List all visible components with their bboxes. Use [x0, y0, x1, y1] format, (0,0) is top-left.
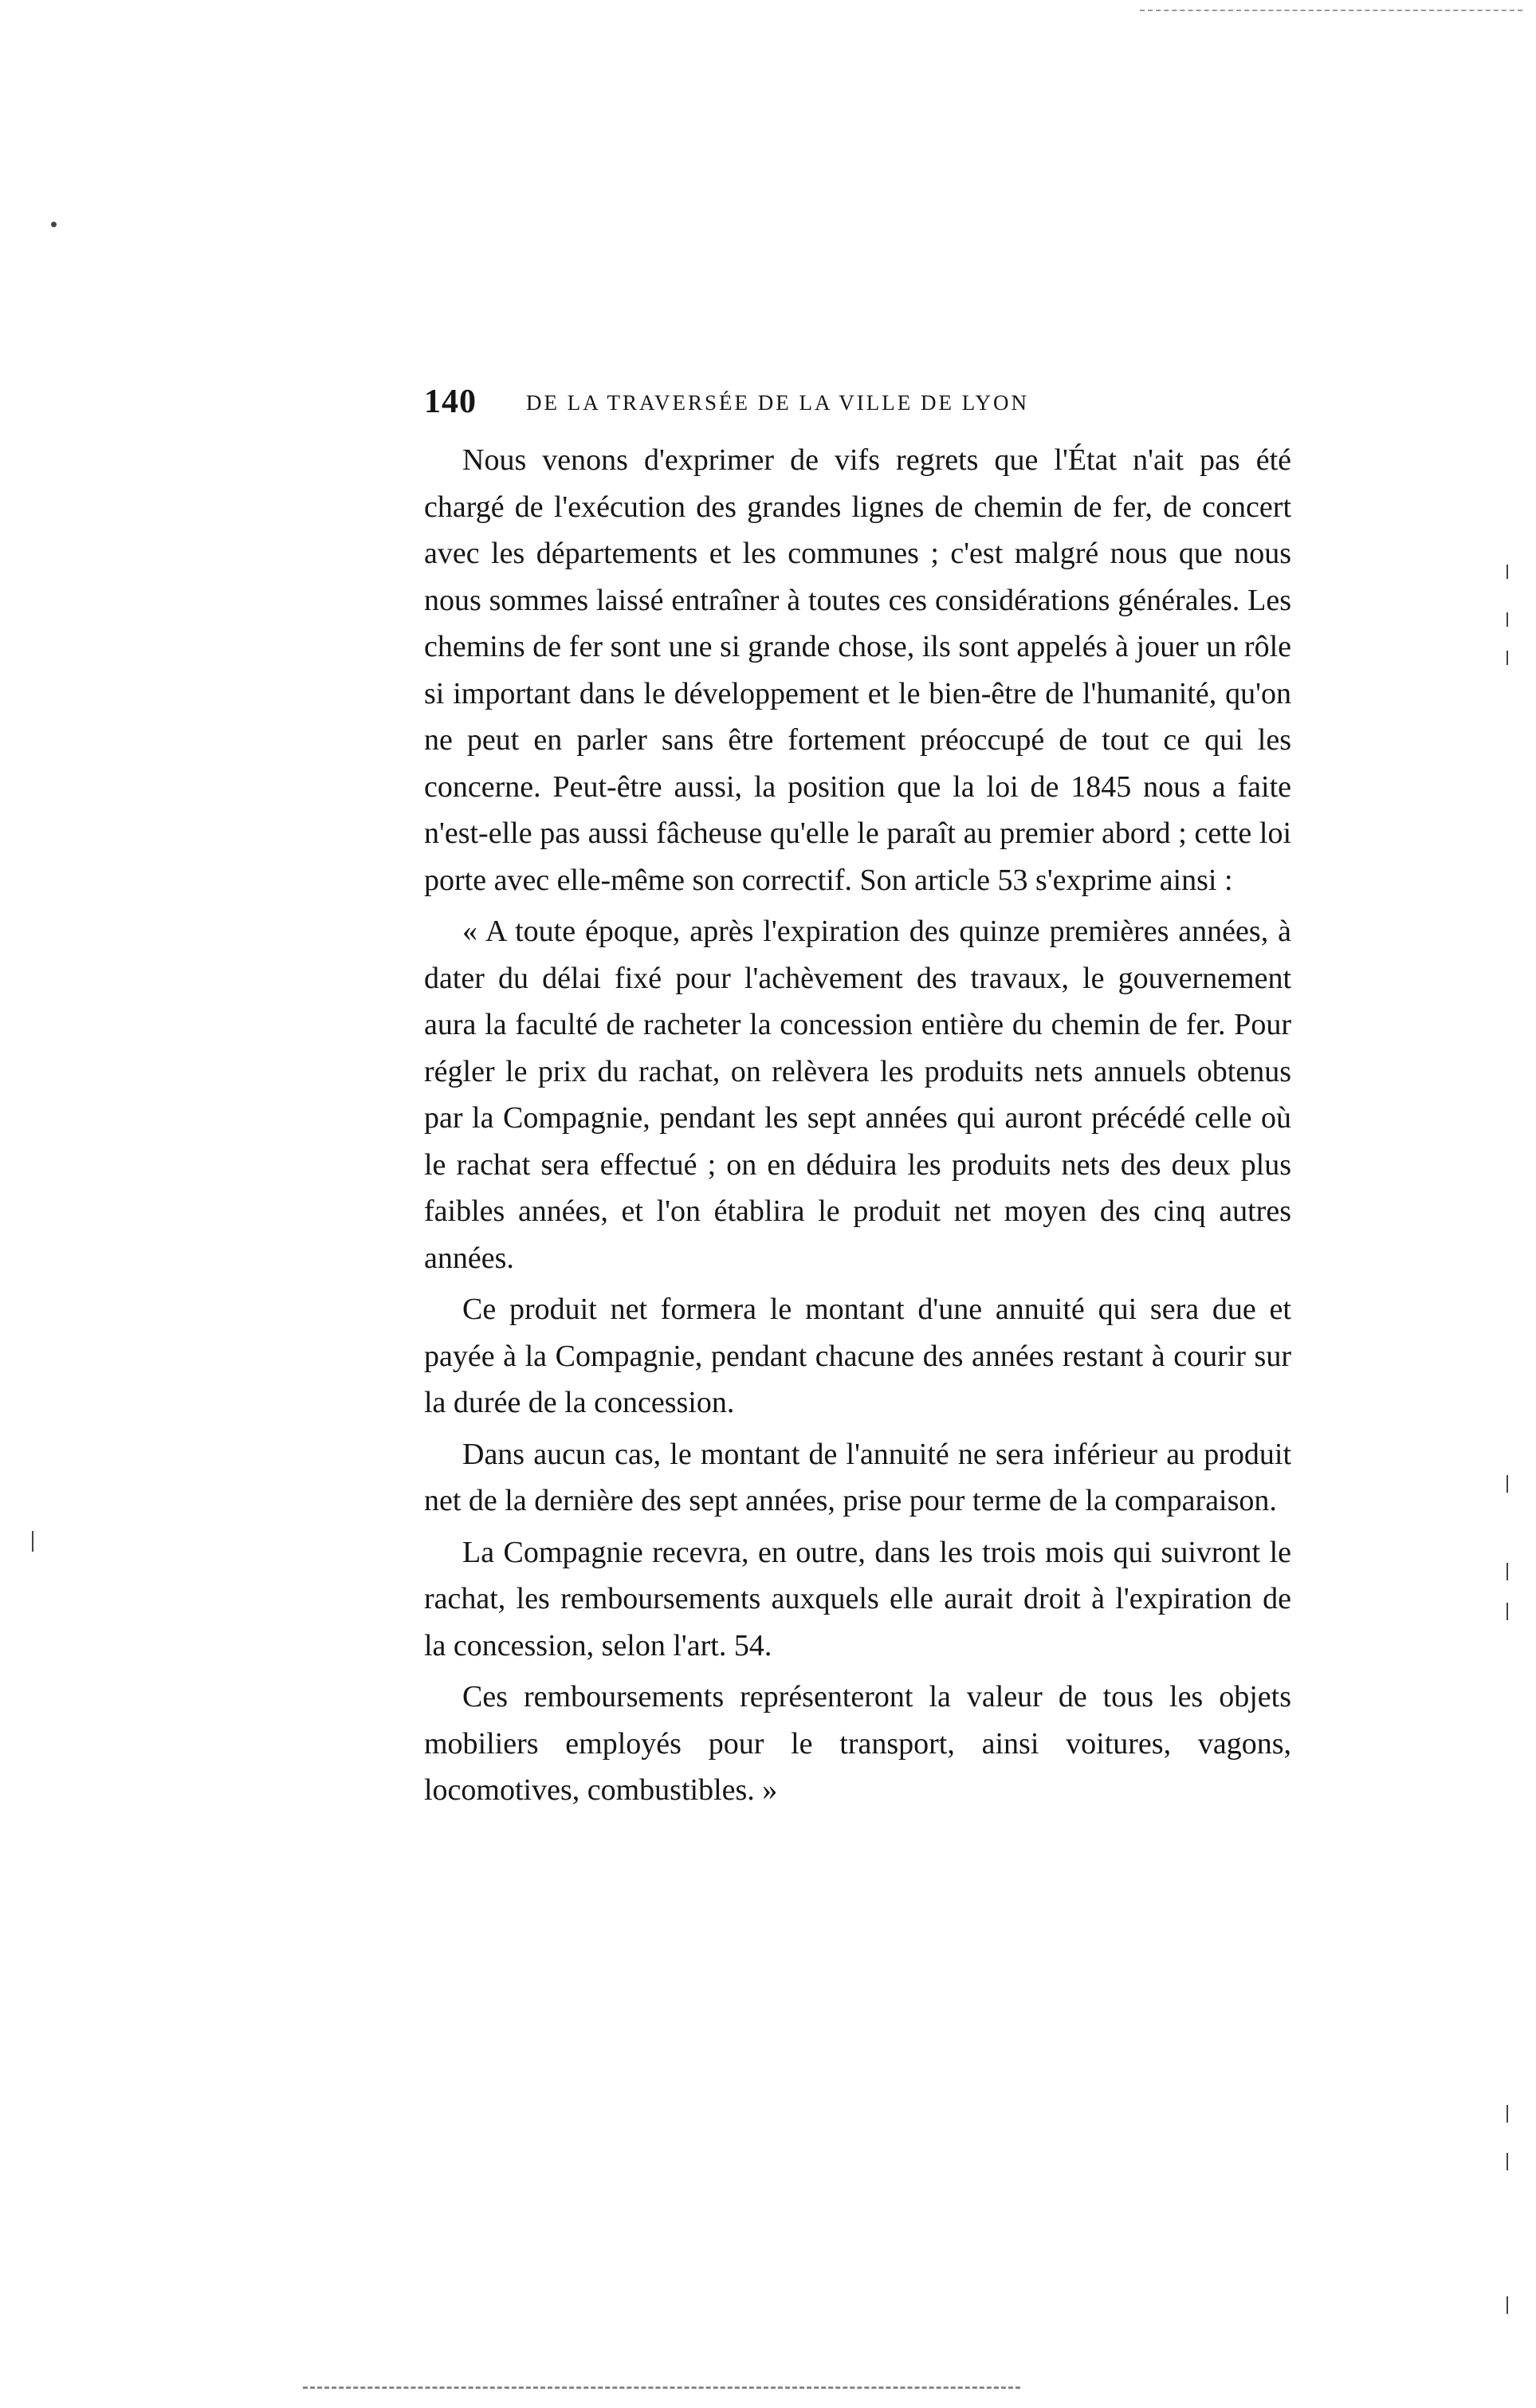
margin-mark	[1507, 651, 1508, 665]
margin-mark	[1507, 1475, 1508, 1493]
page-number: 140	[424, 384, 477, 420]
margin-mark	[32, 1531, 33, 1552]
paragraph: Dans aucun cas, le montant de l'annuité ne sera inférieur au produit net de la dernière des sept années, prise pour terme de la comparaison.	[424, 1437, 1291, 1517]
margin-mark	[1507, 1563, 1508, 1580]
scan-bottom-rule	[303, 2386, 1020, 2389]
paragraph: Ce produit net formera le montant d'une annuité qui sera due et payée à la Compagnie, pendant chacune des années restant à courir sur la durée de la concession.	[424, 1293, 1291, 1419]
scan-edge-rule	[1140, 10, 1522, 11]
paragraph: La Compagnie recevra, en outre, dans les trois mois qui suivront le rachat, les remboursements auxquels elle aurait droit à l'expiration de la concession, selon l'art. 54.	[424, 1535, 1291, 1662]
page-header	[424, 383, 1301, 431]
margin-mark	[1507, 2105, 1508, 2123]
paragraph: « A toute époque, après l'expiration des quinze premières années, à dater du délai fixé pour l'achèvement des travaux, le gouvernement aura la faculté de racheter la concession entière du chemin de fer. Pour régler le prix du rachat, on relèvera les produits nets annuels obtenus par la Compagnie, pendant les sept années qui auront précédé celle où le rachat sera effectué ; on en déduira les produits nets des deux plus faibles années, et l'on établira le produit net moyen des cinq autres années.	[424, 915, 1291, 1275]
margin-mark	[1507, 565, 1508, 579]
scan-speck	[51, 222, 57, 227]
paragraph: Nous venons d'exprimer de vifs regrets que l'État n'ait pas été chargé de l'exécution des grandes lignes de chemin de fer, de concert avec les départements et les communes ; c'est malgré nous que nous nous sommes laissé entraîner à toutes ces considérations générales. Les chemins de fer sont une si grande chose, ils sont appelés à jouer un rôle si important dans le développement et le bien-être de l'humanité, qu'on ne peut en parler sans être fortement préoccupé de tout ce qui les concerne. Peut-être aussi, la position que la loi de 1845 nous a faite n'est-elle pas aussi fâcheuse qu'elle le paraît au premier abord ; cette loi porte avec elle-même son correctif. Son article 53 s'exprime ainsi :	[424, 443, 1291, 897]
body-text	[424, 437, 1291, 1819]
paragraph: Ces remboursements représenteront la valeur de tous les objets mobiliers employés pour le transport, ainsi voitures, vagons, locomotives, combustibles. »	[424, 1680, 1291, 1807]
margin-mark	[1507, 1603, 1508, 1620]
margin-mark	[1507, 2296, 1508, 2314]
margin-mark	[1507, 612, 1508, 627]
margin-mark	[1507, 2153, 1508, 2170]
running-title: DE LA TRAVERSÉE DE LA VILLE DE LYON	[526, 391, 1030, 415]
